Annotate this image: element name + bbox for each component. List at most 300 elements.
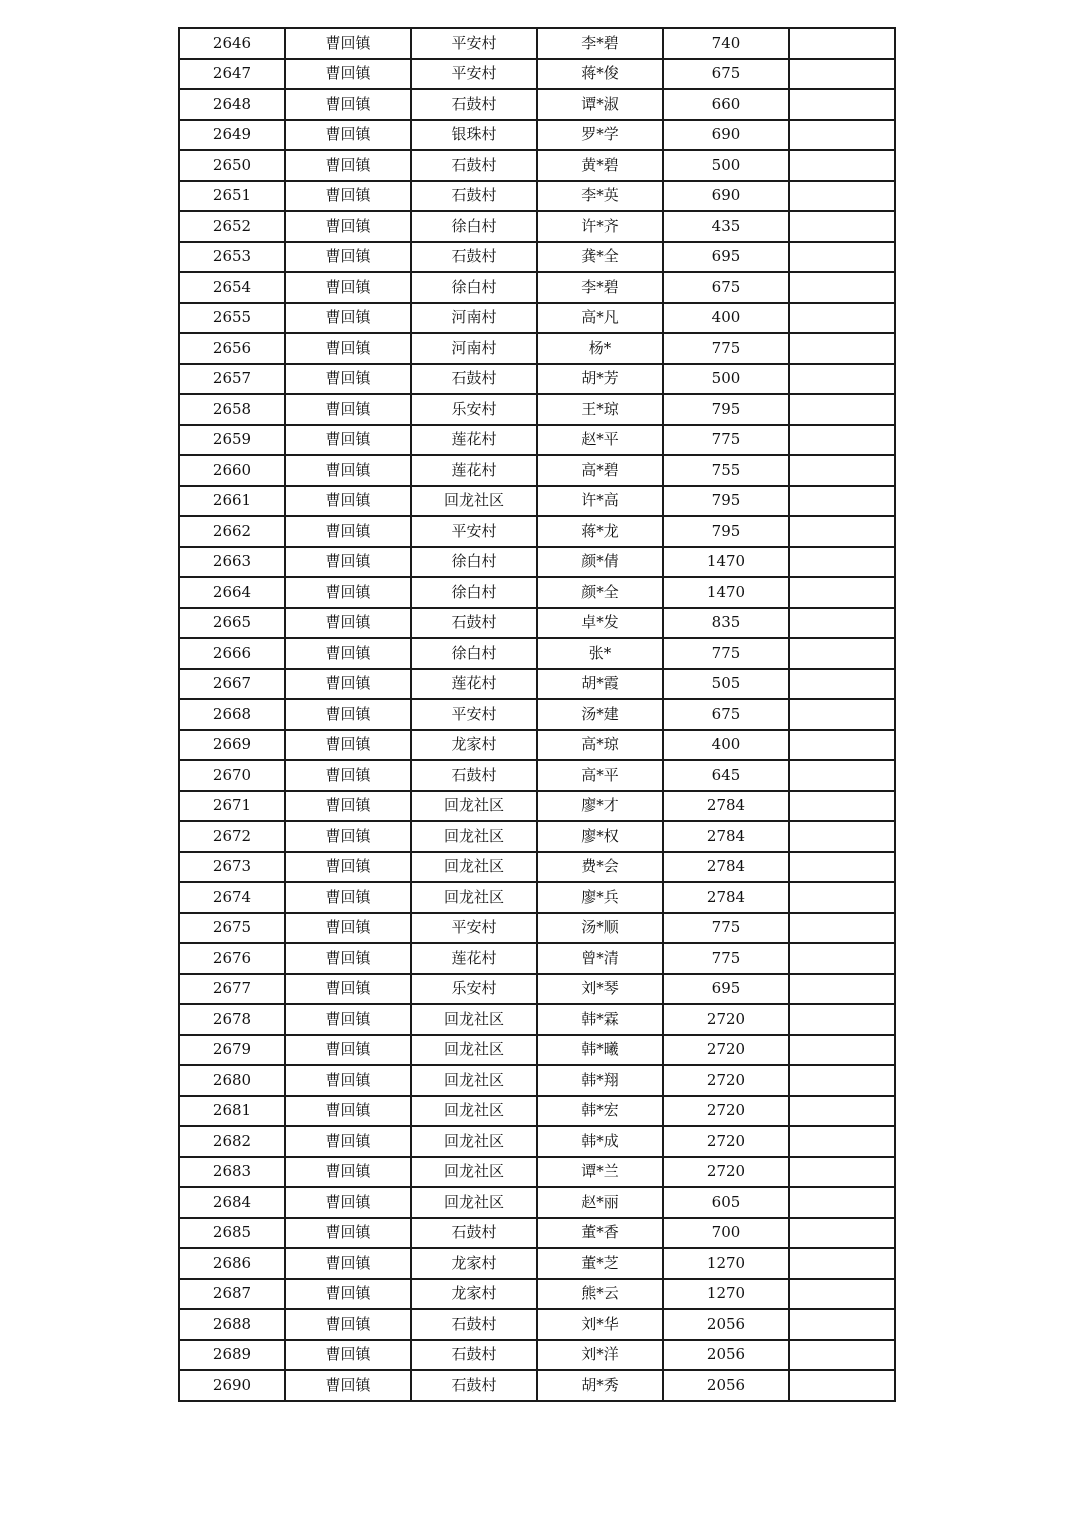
serial-number-cell: 2679 [179, 1035, 285, 1066]
remark-cell [789, 425, 895, 456]
village-cell: 平安村 [411, 516, 537, 547]
town-cell: 曹回镇 [285, 394, 411, 425]
town-cell: 曹回镇 [285, 59, 411, 90]
village-cell: 徐白村 [411, 547, 537, 578]
amount-cell: 690 [663, 120, 789, 151]
town-cell: 曹回镇 [285, 1157, 411, 1188]
amount-cell: 645 [663, 760, 789, 791]
serial-number-cell: 2649 [179, 120, 285, 151]
town-cell: 曹回镇 [285, 974, 411, 1005]
amount-cell: 695 [663, 242, 789, 273]
remark-cell [789, 638, 895, 669]
remark-cell [789, 1096, 895, 1127]
town-cell: 曹回镇 [285, 1096, 411, 1127]
town-cell: 曹回镇 [285, 547, 411, 578]
name-cell: 刘*华 [537, 1309, 663, 1340]
name-cell: 谭*淑 [537, 89, 663, 120]
remark-cell [789, 1248, 895, 1279]
serial-number-cell: 2670 [179, 760, 285, 791]
town-cell: 曹回镇 [285, 1065, 411, 1096]
village-cell: 莲花村 [411, 943, 537, 974]
town-cell: 曹回镇 [285, 1035, 411, 1066]
village-cell: 平安村 [411, 699, 537, 730]
amount-cell: 675 [663, 59, 789, 90]
name-cell: 蒋*俊 [537, 59, 663, 90]
remark-cell [789, 486, 895, 517]
serial-number-cell: 2653 [179, 242, 285, 273]
town-cell: 曹回镇 [285, 699, 411, 730]
remark-cell [789, 1218, 895, 1249]
name-cell: 费*会 [537, 852, 663, 883]
remark-cell [789, 791, 895, 822]
table-row [179, 364, 895, 395]
name-cell: 罗*学 [537, 120, 663, 151]
table-row [179, 120, 895, 151]
remark-cell [789, 89, 895, 120]
roster-table-body [179, 28, 895, 1401]
table-row [179, 1309, 895, 1340]
village-cell: 徐白村 [411, 272, 537, 303]
remark-cell [789, 1370, 895, 1401]
town-cell: 曹回镇 [285, 730, 411, 761]
remark-cell [789, 1309, 895, 1340]
remark-cell [789, 1157, 895, 1188]
village-cell: 平安村 [411, 59, 537, 90]
serial-number-cell: 2687 [179, 1279, 285, 1310]
remark-cell [789, 1004, 895, 1035]
name-cell: 刘*琴 [537, 974, 663, 1005]
amount-cell: 755 [663, 455, 789, 486]
name-cell: 赵*丽 [537, 1187, 663, 1218]
town-cell: 曹回镇 [285, 577, 411, 608]
name-cell: 韩*曦 [537, 1035, 663, 1066]
town-cell: 曹回镇 [285, 1218, 411, 1249]
roster-table [178, 27, 896, 1402]
remark-cell [789, 1035, 895, 1066]
town-cell: 曹回镇 [285, 852, 411, 883]
table-row [179, 608, 895, 639]
remark-cell [789, 242, 895, 273]
amount-cell: 675 [663, 272, 789, 303]
remark-cell [789, 730, 895, 761]
town-cell: 曹回镇 [285, 181, 411, 212]
name-cell: 董*芝 [537, 1248, 663, 1279]
amount-cell: 505 [663, 669, 789, 700]
serial-number-cell: 2688 [179, 1309, 285, 1340]
name-cell: 廖*权 [537, 821, 663, 852]
name-cell: 韩*霖 [537, 1004, 663, 1035]
town-cell: 曹回镇 [285, 638, 411, 669]
town-cell: 曹回镇 [285, 882, 411, 913]
table-row [179, 547, 895, 578]
amount-cell: 500 [663, 364, 789, 395]
town-cell: 曹回镇 [285, 943, 411, 974]
town-cell: 曹回镇 [285, 242, 411, 273]
serial-number-cell: 2657 [179, 364, 285, 395]
amount-cell: 1270 [663, 1279, 789, 1310]
town-cell: 曹回镇 [285, 303, 411, 334]
table-row [179, 272, 895, 303]
amount-cell: 835 [663, 608, 789, 639]
serial-number-cell: 2663 [179, 547, 285, 578]
town-cell: 曹回镇 [285, 211, 411, 242]
amount-cell: 690 [663, 181, 789, 212]
remark-cell [789, 852, 895, 883]
name-cell: 董*香 [537, 1218, 663, 1249]
table-row [179, 791, 895, 822]
amount-cell: 2784 [663, 791, 789, 822]
village-cell: 石鼓村 [411, 1340, 537, 1371]
name-cell: 蒋*龙 [537, 516, 663, 547]
amount-cell: 2720 [663, 1157, 789, 1188]
amount-cell: 2056 [663, 1370, 789, 1401]
remark-cell [789, 547, 895, 578]
village-cell: 回龙社区 [411, 791, 537, 822]
town-cell: 曹回镇 [285, 486, 411, 517]
table-row [179, 59, 895, 90]
remark-cell [789, 181, 895, 212]
table-row [179, 1279, 895, 1310]
village-cell: 石鼓村 [411, 242, 537, 273]
table-row [179, 821, 895, 852]
village-cell: 乐安村 [411, 394, 537, 425]
table-row [179, 1096, 895, 1127]
serial-number-cell: 2689 [179, 1340, 285, 1371]
amount-cell: 2784 [663, 882, 789, 913]
amount-cell: 2720 [663, 1004, 789, 1035]
town-cell: 曹回镇 [285, 1309, 411, 1340]
remark-cell [789, 455, 895, 486]
name-cell: 李*碧 [537, 272, 663, 303]
amount-cell: 500 [663, 150, 789, 181]
town-cell: 曹回镇 [285, 516, 411, 547]
amount-cell: 2784 [663, 821, 789, 852]
amount-cell: 2784 [663, 852, 789, 883]
table-row [179, 486, 895, 517]
remark-cell [789, 516, 895, 547]
serial-number-cell: 2678 [179, 1004, 285, 1035]
name-cell: 李*英 [537, 181, 663, 212]
table-row [179, 1004, 895, 1035]
name-cell: 颜*倩 [537, 547, 663, 578]
town-cell: 曹回镇 [285, 913, 411, 944]
remark-cell [789, 1126, 895, 1157]
amount-cell: 700 [663, 1218, 789, 1249]
village-cell: 回龙社区 [411, 882, 537, 913]
serial-number-cell: 2677 [179, 974, 285, 1005]
name-cell: 胡*霞 [537, 669, 663, 700]
name-cell: 曾*清 [537, 943, 663, 974]
serial-number-cell: 2672 [179, 821, 285, 852]
village-cell: 回龙社区 [411, 1035, 537, 1066]
amount-cell: 400 [663, 730, 789, 761]
village-cell: 回龙社区 [411, 1157, 537, 1188]
remark-cell [789, 1187, 895, 1218]
village-cell: 徐白村 [411, 638, 537, 669]
village-cell: 莲花村 [411, 669, 537, 700]
amount-cell: 2056 [663, 1340, 789, 1371]
village-cell: 河南村 [411, 333, 537, 364]
table-row [179, 303, 895, 334]
amount-cell: 695 [663, 974, 789, 1005]
remark-cell [789, 760, 895, 791]
amount-cell: 605 [663, 1187, 789, 1218]
name-cell: 龚*全 [537, 242, 663, 273]
table-row [179, 181, 895, 212]
amount-cell: 2720 [663, 1065, 789, 1096]
town-cell: 曹回镇 [285, 821, 411, 852]
village-cell: 回龙社区 [411, 1126, 537, 1157]
serial-number-cell: 2655 [179, 303, 285, 334]
serial-number-cell: 2683 [179, 1157, 285, 1188]
table-row [179, 1035, 895, 1066]
name-cell: 胡*芳 [537, 364, 663, 395]
remark-cell [789, 364, 895, 395]
village-cell: 龙家村 [411, 1279, 537, 1310]
table-row [179, 1370, 895, 1401]
table-row [179, 1187, 895, 1218]
village-cell: 平安村 [411, 913, 537, 944]
remark-cell [789, 59, 895, 90]
table-row [179, 425, 895, 456]
amount-cell: 2056 [663, 1309, 789, 1340]
serial-number-cell: 2660 [179, 455, 285, 486]
village-cell: 石鼓村 [411, 181, 537, 212]
remark-cell [789, 821, 895, 852]
amount-cell: 2720 [663, 1126, 789, 1157]
amount-cell: 795 [663, 486, 789, 517]
remark-cell [789, 1340, 895, 1371]
amount-cell: 435 [663, 211, 789, 242]
serial-number-cell: 2652 [179, 211, 285, 242]
village-cell: 石鼓村 [411, 1309, 537, 1340]
amount-cell: 795 [663, 394, 789, 425]
remark-cell [789, 1065, 895, 1096]
table-row [179, 852, 895, 883]
town-cell: 曹回镇 [285, 1187, 411, 1218]
table-row [179, 577, 895, 608]
town-cell: 曹回镇 [285, 272, 411, 303]
village-cell: 徐白村 [411, 211, 537, 242]
amount-cell: 1270 [663, 1248, 789, 1279]
name-cell: 刘*洋 [537, 1340, 663, 1371]
name-cell: 王*琼 [537, 394, 663, 425]
amount-cell: 675 [663, 699, 789, 730]
village-cell: 银珠村 [411, 120, 537, 151]
table-row [179, 1065, 895, 1096]
village-cell: 河南村 [411, 303, 537, 334]
village-cell: 石鼓村 [411, 608, 537, 639]
name-cell: 廖*兵 [537, 882, 663, 913]
table-row [179, 974, 895, 1005]
town-cell: 曹回镇 [285, 1279, 411, 1310]
table-row [179, 455, 895, 486]
table-row [179, 913, 895, 944]
amount-cell: 795 [663, 516, 789, 547]
name-cell: 许*高 [537, 486, 663, 517]
serial-number-cell: 2662 [179, 516, 285, 547]
name-cell: 汤*建 [537, 699, 663, 730]
town-cell: 曹回镇 [285, 1370, 411, 1401]
serial-number-cell: 2656 [179, 333, 285, 364]
village-cell: 石鼓村 [411, 364, 537, 395]
table-row [179, 943, 895, 974]
table-row [179, 242, 895, 273]
name-cell: 韩*宏 [537, 1096, 663, 1127]
amount-cell: 660 [663, 89, 789, 120]
village-cell: 石鼓村 [411, 89, 537, 120]
village-cell: 回龙社区 [411, 821, 537, 852]
amount-cell: 1470 [663, 577, 789, 608]
name-cell: 高*凡 [537, 303, 663, 334]
town-cell: 曹回镇 [285, 1126, 411, 1157]
serial-number-cell: 2659 [179, 425, 285, 456]
remark-cell [789, 394, 895, 425]
town-cell: 曹回镇 [285, 669, 411, 700]
name-cell: 熊*云 [537, 1279, 663, 1310]
remark-cell [789, 303, 895, 334]
town-cell: 曹回镇 [285, 1248, 411, 1279]
table-row [179, 882, 895, 913]
town-cell: 曹回镇 [285, 791, 411, 822]
table-row [179, 516, 895, 547]
remark-cell [789, 272, 895, 303]
serial-number-cell: 2675 [179, 913, 285, 944]
village-cell: 平安村 [411, 28, 537, 59]
table-row [179, 669, 895, 700]
town-cell: 曹回镇 [285, 425, 411, 456]
serial-number-cell: 2666 [179, 638, 285, 669]
table-row [179, 638, 895, 669]
name-cell: 高*碧 [537, 455, 663, 486]
table-row [179, 1248, 895, 1279]
village-cell: 乐安村 [411, 974, 537, 1005]
village-cell: 莲花村 [411, 425, 537, 456]
name-cell: 韩*成 [537, 1126, 663, 1157]
village-cell: 石鼓村 [411, 760, 537, 791]
serial-number-cell: 2681 [179, 1096, 285, 1127]
remark-cell [789, 943, 895, 974]
town-cell: 曹回镇 [285, 333, 411, 364]
amount-cell: 775 [663, 333, 789, 364]
amount-cell: 775 [663, 913, 789, 944]
serial-number-cell: 2690 [179, 1370, 285, 1401]
serial-number-cell: 2680 [179, 1065, 285, 1096]
remark-cell [789, 974, 895, 1005]
serial-number-cell: 2648 [179, 89, 285, 120]
town-cell: 曹回镇 [285, 1004, 411, 1035]
table-row [179, 1157, 895, 1188]
name-cell: 谭*兰 [537, 1157, 663, 1188]
amount-cell: 740 [663, 28, 789, 59]
table-row [179, 89, 895, 120]
serial-number-cell: 2674 [179, 882, 285, 913]
name-cell: 张* [537, 638, 663, 669]
village-cell: 回龙社区 [411, 852, 537, 883]
table-row [179, 1340, 895, 1371]
serial-number-cell: 2684 [179, 1187, 285, 1218]
town-cell: 曹回镇 [285, 760, 411, 791]
remark-cell [789, 608, 895, 639]
village-cell: 回龙社区 [411, 1096, 537, 1127]
table-row [179, 699, 895, 730]
table-row [179, 211, 895, 242]
remark-cell [789, 120, 895, 151]
name-cell: 高*琼 [537, 730, 663, 761]
remark-cell [789, 150, 895, 181]
serial-number-cell: 2669 [179, 730, 285, 761]
serial-number-cell: 2682 [179, 1126, 285, 1157]
amount-cell: 775 [663, 425, 789, 456]
town-cell: 曹回镇 [285, 89, 411, 120]
table-row [179, 150, 895, 181]
village-cell: 龙家村 [411, 730, 537, 761]
name-cell: 高*平 [537, 760, 663, 791]
village-cell: 莲花村 [411, 455, 537, 486]
serial-number-cell: 2671 [179, 791, 285, 822]
serial-number-cell: 2647 [179, 59, 285, 90]
town-cell: 曹回镇 [285, 608, 411, 639]
town-cell: 曹回镇 [285, 120, 411, 151]
village-cell: 徐白村 [411, 577, 537, 608]
serial-number-cell: 2651 [179, 181, 285, 212]
name-cell: 颜*全 [537, 577, 663, 608]
remark-cell [789, 1279, 895, 1310]
serial-number-cell: 2654 [179, 272, 285, 303]
amount-cell: 400 [663, 303, 789, 334]
name-cell: 廖*才 [537, 791, 663, 822]
village-cell: 回龙社区 [411, 486, 537, 517]
name-cell: 韩*翔 [537, 1065, 663, 1096]
town-cell: 曹回镇 [285, 150, 411, 181]
name-cell: 李*碧 [537, 28, 663, 59]
serial-number-cell: 2668 [179, 699, 285, 730]
name-cell: 许*齐 [537, 211, 663, 242]
village-cell: 龙家村 [411, 1248, 537, 1279]
amount-cell: 775 [663, 638, 789, 669]
name-cell: 杨* [537, 333, 663, 364]
village-cell: 回龙社区 [411, 1065, 537, 1096]
table-row [179, 1218, 895, 1249]
town-cell: 曹回镇 [285, 455, 411, 486]
serial-number-cell: 2686 [179, 1248, 285, 1279]
amount-cell: 775 [663, 943, 789, 974]
village-cell: 回龙社区 [411, 1004, 537, 1035]
serial-number-cell: 2650 [179, 150, 285, 181]
name-cell: 黄*碧 [537, 150, 663, 181]
remark-cell [789, 913, 895, 944]
table-row [179, 730, 895, 761]
remark-cell [789, 699, 895, 730]
serial-number-cell: 2673 [179, 852, 285, 883]
remark-cell [789, 882, 895, 913]
name-cell: 胡*秀 [537, 1370, 663, 1401]
name-cell: 汤*顺 [537, 913, 663, 944]
village-cell: 回龙社区 [411, 1187, 537, 1218]
serial-number-cell: 2665 [179, 608, 285, 639]
village-cell: 石鼓村 [411, 150, 537, 181]
serial-number-cell: 2664 [179, 577, 285, 608]
town-cell: 曹回镇 [285, 1340, 411, 1371]
remark-cell [789, 577, 895, 608]
amount-cell: 2720 [663, 1035, 789, 1066]
amount-cell: 1470 [663, 547, 789, 578]
village-cell: 石鼓村 [411, 1218, 537, 1249]
remark-cell [789, 669, 895, 700]
remark-cell [789, 333, 895, 364]
name-cell: 赵*平 [537, 425, 663, 456]
amount-cell: 2720 [663, 1096, 789, 1127]
